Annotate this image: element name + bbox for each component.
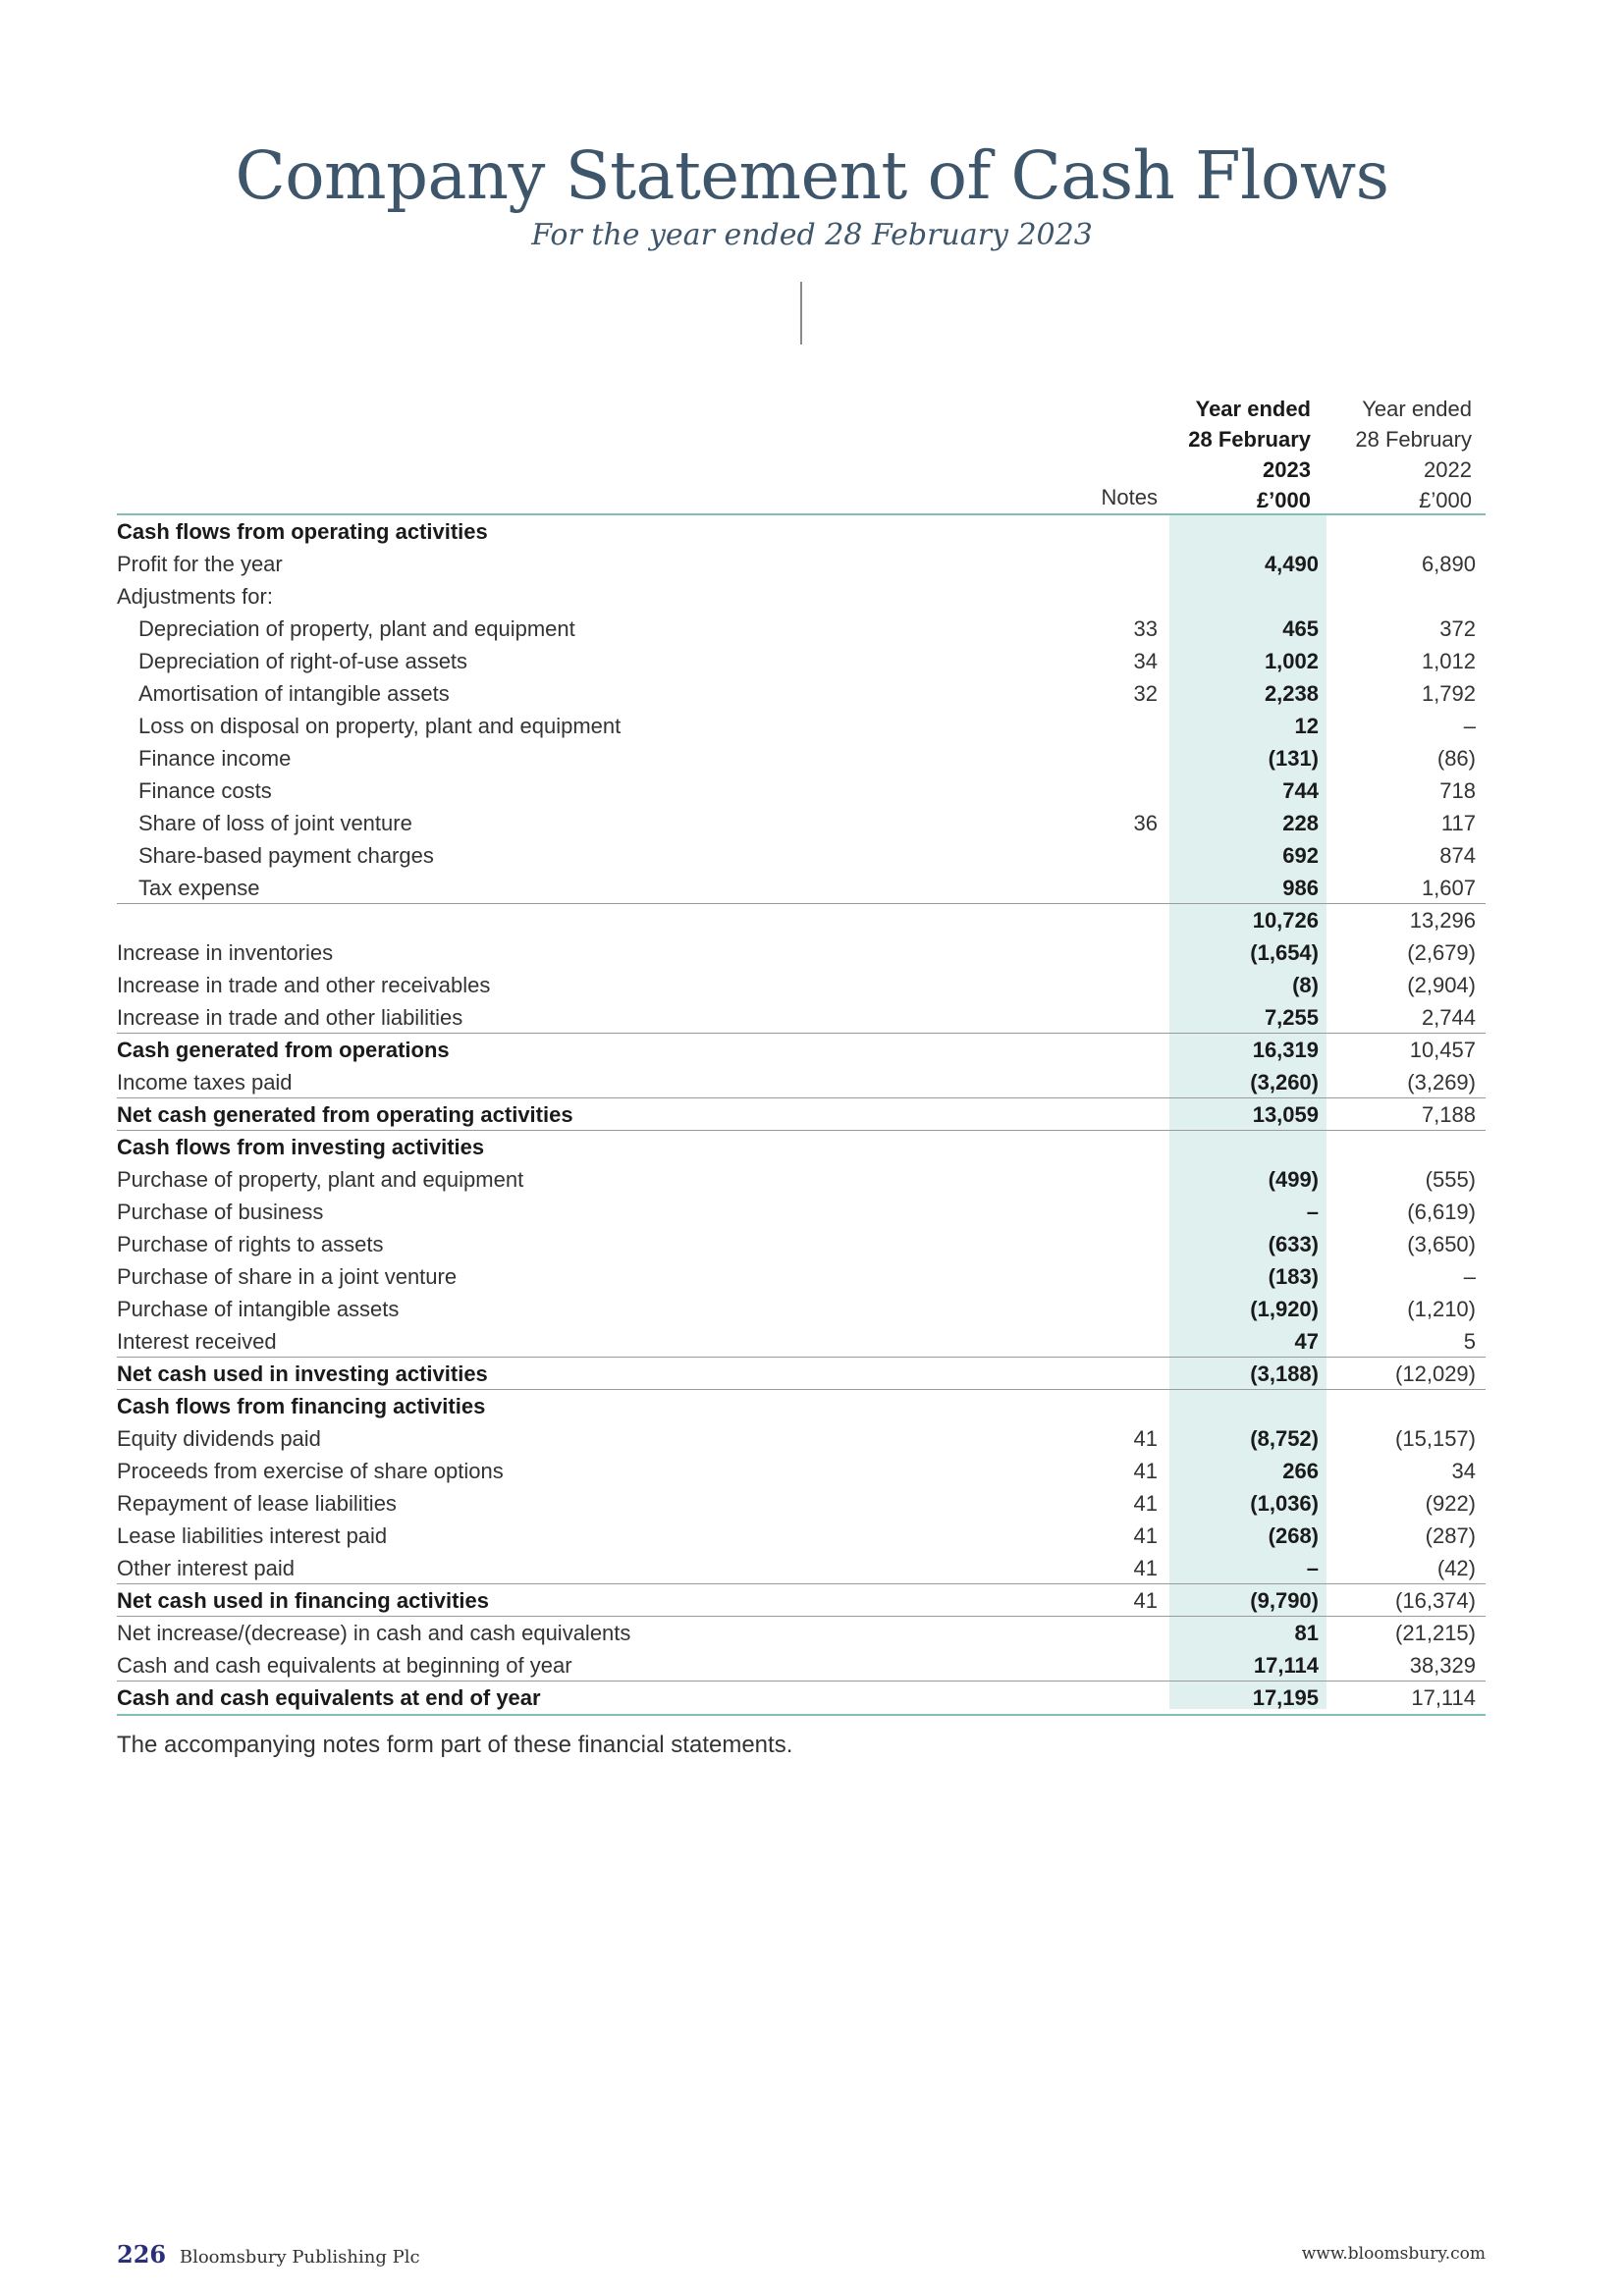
table-row — [117, 1325, 1486, 1358]
row-prior-year-value: – — [1463, 1264, 1476, 1289]
table-row — [117, 1520, 1486, 1552]
row-prior-year-value: (555) — [1425, 1167, 1476, 1192]
notes-header: Notes — [1101, 485, 1158, 509]
row-prior-year-value: 2,744 — [1421, 1005, 1476, 1030]
table-row — [117, 1552, 1486, 1584]
row-prior-year-value: 1,792 — [1421, 681, 1476, 706]
current-year-header-line: 2023 — [1263, 457, 1311, 482]
row-label: Purchase of intangible assets — [117, 1297, 400, 1321]
page-number: 226 — [117, 2240, 167, 2269]
row-current-year-value: 12 — [1294, 714, 1319, 738]
row-label: Equity dividends paid — [117, 1426, 321, 1451]
row-label: Cash flows from investing activities — [117, 1135, 485, 1159]
row-prior-year-value: 1,607 — [1421, 876, 1476, 900]
table-row — [117, 515, 1486, 548]
row-prior-year-value: 13,296 — [1409, 908, 1476, 933]
row-note: 41 — [1133, 1491, 1158, 1516]
row-label: Depreciation of right-of-use assets — [138, 649, 468, 673]
row-label: Adjustments for: — [117, 584, 273, 609]
prior-year-header-line: Year ended — [1362, 397, 1472, 421]
footer-website: www.bloomsbury.com — [1301, 2244, 1486, 2264]
row-label: Increase in trade and other liabilities — [117, 1005, 463, 1030]
current-year-header-line: Year ended — [1195, 397, 1311, 421]
row-label: Depreciation of property, plant and equipment — [138, 616, 575, 641]
row-current-year-value: (9,790) — [1250, 1588, 1319, 1613]
row-current-year-value: (499) — [1268, 1167, 1319, 1192]
row-current-year-value: 744 — [1282, 778, 1319, 803]
current-year-header — [1188, 394, 1311, 515]
footer-company: Bloomsbury Publishing Plc — [179, 2247, 420, 2268]
table-row — [117, 1228, 1486, 1260]
row-current-year-value: 16,319 — [1252, 1038, 1319, 1062]
table-row — [117, 1422, 1486, 1455]
row-current-year-value: 692 — [1282, 843, 1319, 868]
row-current-year-value: (1,036) — [1250, 1491, 1319, 1516]
row-prior-year-value: (42) — [1436, 1556, 1476, 1580]
table-row — [117, 677, 1486, 710]
table-row — [117, 1034, 1486, 1066]
row-label: Share of loss of joint venture — [138, 811, 412, 835]
row-current-year-value: 2,238 — [1264, 681, 1319, 706]
row-label: Net cash used in financing activities — [117, 1588, 489, 1613]
row-prior-year-value: 7,188 — [1421, 1102, 1476, 1127]
row-label: Finance costs — [138, 778, 272, 803]
row-prior-year-value: (1,210) — [1407, 1297, 1476, 1321]
row-note: 41 — [1133, 1588, 1158, 1613]
row-note: 33 — [1133, 616, 1158, 641]
row-label: Finance income — [138, 746, 292, 771]
row-label: Net increase/(decrease) in cash and cash equivalents — [117, 1621, 631, 1645]
table-row — [117, 969, 1486, 1001]
prior-year-header — [1355, 394, 1472, 515]
prior-year-header-line: 28 February — [1355, 427, 1472, 452]
row-prior-year-value: (86) — [1436, 746, 1476, 771]
table-row — [117, 1358, 1486, 1390]
row-label: Other interest paid — [117, 1556, 295, 1580]
row-note: 41 — [1133, 1426, 1158, 1451]
row-current-year-value: (1,654) — [1250, 940, 1319, 965]
row-note: 41 — [1133, 1459, 1158, 1483]
row-label: Proceeds from exercise of share options — [117, 1459, 504, 1483]
row-prior-year-value: (6,619) — [1407, 1200, 1476, 1224]
table-row — [117, 1649, 1486, 1682]
row-current-year-value: 7,255 — [1264, 1005, 1319, 1030]
table-row — [117, 1066, 1486, 1098]
row-label: Purchase of share in a joint venture — [117, 1264, 458, 1289]
row-label: Cash flows from operating activities — [117, 519, 488, 544]
table-row — [117, 1001, 1486, 1034]
table-row — [117, 936, 1486, 969]
page-title: Company Statement of Cash Flows — [235, 137, 1389, 214]
table-row — [117, 1487, 1486, 1520]
table-row — [117, 645, 1486, 677]
row-prior-year-value: 372 — [1439, 616, 1476, 641]
row-current-year-value: 228 — [1282, 811, 1319, 835]
prior-year-header-line: £’000 — [1419, 488, 1472, 512]
row-current-year-value: 266 — [1282, 1459, 1319, 1483]
table-row — [117, 1163, 1486, 1196]
row-note: 32 — [1133, 681, 1158, 706]
row-prior-year-value: 5 — [1463, 1329, 1476, 1354]
row-note: 34 — [1133, 649, 1158, 673]
row-prior-year-value: 718 — [1439, 778, 1476, 803]
row-label: Repayment of lease liabilities — [117, 1491, 397, 1516]
row-label: Increase in trade and other receivables — [117, 973, 491, 997]
row-prior-year-value: 38,329 — [1409, 1653, 1476, 1678]
row-label: Cash and cash equivalents at end of year — [117, 1685, 541, 1710]
prior-year-header-line: 2022 — [1424, 457, 1472, 482]
row-current-year-value: 10,726 — [1252, 908, 1319, 933]
row-prior-year-value: (922) — [1425, 1491, 1476, 1516]
row-prior-year-value: 34 — [1451, 1459, 1476, 1483]
table-row — [117, 580, 1486, 613]
table-body — [117, 515, 1486, 1714]
row-label: Interest received — [117, 1329, 277, 1354]
row-prior-year-value: (3,650) — [1407, 1232, 1476, 1256]
current-year-header-line: £’000 — [1256, 488, 1311, 512]
table-row — [117, 742, 1486, 774]
row-label: Loss on disposal on property, plant and equipment — [138, 714, 622, 738]
footnote: The accompanying notes form part of these financial statements. — [117, 1732, 793, 1758]
row-current-year-value: – — [1306, 1556, 1319, 1580]
row-prior-year-value: (2,679) — [1407, 940, 1476, 965]
table-row — [117, 904, 1486, 936]
row-current-year-value: 4,490 — [1264, 552, 1319, 576]
row-note: 41 — [1133, 1523, 1158, 1548]
row-current-year-value: 17,114 — [1253, 1653, 1319, 1678]
row-current-year-value: 13,059 — [1252, 1102, 1319, 1127]
row-current-year-value: (3,188) — [1250, 1362, 1319, 1386]
table-row — [117, 1131, 1486, 1163]
row-current-year-value: 47 — [1294, 1329, 1319, 1354]
table-row — [117, 710, 1486, 742]
row-prior-year-value: 10,457 — [1409, 1038, 1476, 1062]
current-year-header-line: 28 February — [1188, 427, 1311, 452]
row-prior-year-value: (12,029) — [1395, 1362, 1476, 1386]
row-current-year-value: (8,752) — [1250, 1426, 1319, 1451]
row-prior-year-value: 1,012 — [1421, 649, 1476, 673]
row-note: 41 — [1133, 1556, 1158, 1580]
table-row — [117, 1098, 1486, 1131]
table-row — [117, 1293, 1486, 1325]
row-label: Profit for the year — [117, 552, 283, 576]
row-current-year-value: (131) — [1268, 746, 1319, 771]
table-row — [117, 807, 1486, 839]
title-divider — [800, 282, 802, 345]
table-row — [117, 1196, 1486, 1228]
row-label: Income taxes paid — [117, 1070, 293, 1095]
row-current-year-value: (183) — [1268, 1264, 1319, 1289]
row-current-year-value: 986 — [1282, 876, 1319, 900]
row-note: 36 — [1133, 811, 1158, 835]
row-label: Lease liabilities interest paid — [117, 1523, 388, 1548]
table-row — [117, 774, 1486, 807]
row-current-year-value: (8) — [1292, 973, 1319, 997]
row-prior-year-value: 17,114 — [1411, 1685, 1476, 1710]
table-row — [117, 1617, 1486, 1649]
row-current-year-value: (1,920) — [1250, 1297, 1319, 1321]
table-header — [117, 388, 1486, 513]
row-prior-year-value: (3,269) — [1407, 1070, 1476, 1095]
row-label: Cash flows from financing activities — [117, 1394, 486, 1418]
table-row — [117, 1260, 1486, 1293]
row-label: Cash generated from operations — [117, 1038, 450, 1062]
row-label: Tax expense — [138, 876, 260, 900]
row-prior-year-value: 117 — [1440, 811, 1476, 835]
row-current-year-value: 465 — [1282, 616, 1319, 641]
row-prior-year-value: (15,157) — [1395, 1426, 1476, 1451]
row-current-year-value: (633) — [1268, 1232, 1319, 1256]
row-prior-year-value: 874 — [1439, 843, 1476, 868]
row-current-year-value: 1,002 — [1264, 649, 1319, 673]
footer-left — [117, 2240, 420, 2269]
table-row — [117, 1682, 1486, 1714]
table-row — [117, 613, 1486, 645]
row-prior-year-value: (21,215) — [1395, 1621, 1476, 1645]
table-row — [117, 1584, 1486, 1617]
row-label: Cash and cash equivalents at beginning of year — [117, 1653, 572, 1678]
row-current-year-value: – — [1306, 1200, 1319, 1224]
row-label: Purchase of rights to assets — [117, 1232, 384, 1256]
page-subtitle: For the year ended 28 February 2023 — [531, 218, 1093, 252]
table-row — [117, 872, 1486, 904]
row-label: Purchase of business — [117, 1200, 324, 1224]
row-label: Purchase of property, plant and equipment — [117, 1167, 524, 1192]
row-label: Share-based payment charges — [138, 843, 434, 868]
row-prior-year-value: – — [1463, 714, 1476, 738]
row-prior-year-value: 6,890 — [1421, 552, 1476, 576]
table-row — [117, 839, 1486, 872]
table-row — [117, 548, 1486, 580]
cash-flow-table — [117, 388, 1486, 1714]
row-label: Net cash generated from operating activities — [117, 1102, 573, 1127]
row-label: Amortisation of intangible assets — [138, 681, 450, 706]
row-prior-year-value: (16,374) — [1395, 1588, 1476, 1613]
table-row — [117, 1455, 1486, 1487]
row-current-year-value: (3,260) — [1250, 1070, 1319, 1095]
row-current-year-value: 17,195 — [1252, 1685, 1319, 1710]
row-prior-year-value: (287) — [1425, 1523, 1476, 1548]
row-current-year-value: 81 — [1294, 1621, 1319, 1645]
row-label: Increase in inventories — [117, 940, 334, 965]
table-row — [117, 1390, 1486, 1422]
row-prior-year-value: (2,904) — [1407, 973, 1476, 997]
row-current-year-value: (268) — [1268, 1523, 1319, 1548]
row-label: Net cash used in investing activities — [117, 1362, 488, 1386]
